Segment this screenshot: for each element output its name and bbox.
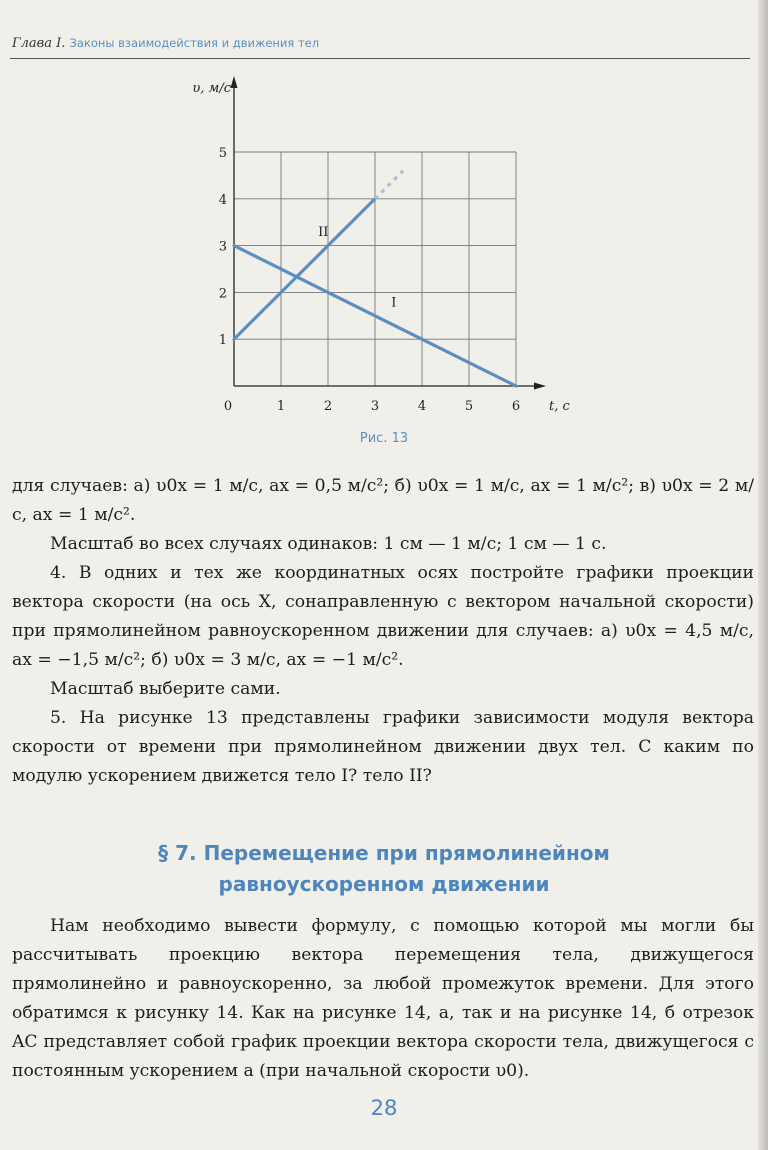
y-axis-label: υ, м/с [192,81,231,96]
exercise-block [12,472,754,791]
x-tick-label: 5 [464,399,474,414]
y-tick-label: 3 [218,239,227,255]
header-rule [10,58,750,59]
paragraph-choose-scale: Масштаб выберите сами. [50,679,281,699]
section-heading [0,838,768,900]
paragraph-task-5: 5. На рисунке 13 представлены графики зависимости модуля вектора скорости от времени при прямолинейном движении двух тел. С каким по модулю ускорением движется тело I? тело II? [12,708,754,786]
chart-axes [231,76,547,390]
series-label-ii: II [318,225,329,241]
section-heading-line-2: равноускоренном движении [218,872,550,896]
chapter-title: Законы взаимодействия и движения тел [69,36,320,50]
page-number: 28 [370,1096,398,1120]
y-tick-label: 1 [218,333,227,349]
figure-caption: Рис. 13 [359,431,409,446]
paragraph-scale: Масштаб во всех случаях одинаков: 1 см — 1 м/с; 1 см — 1 с. [50,534,607,554]
y-axis-arrow [231,76,238,88]
velocity-time-chart [0,60,768,432]
paragraph-cases: для случаев: а) υ0x = 1 м/с, ax = 0,5 м/с²; б) υ0x = 1 м/с, ax = 1 м/с²; в) υ0x = 2 м/с, ax = 1 м/с². [12,476,754,525]
x-tick-label: 4 [417,399,427,414]
x-tick-label: 0 [223,399,233,414]
x-tick-label: 3 [370,399,380,414]
x-axis-label: t, с [549,399,570,414]
chart-grid [234,152,516,386]
section-paragraph: Нам необходимо вывести формулу, с помощью которой мы могли бы рассчитывать проекцию вектора перемещения тела, движущегося прямолинейно и равноускоренно, за любой промежуток времени. Для этого обратимся к рисунку 14. Как на рисунке 14, а, так и на рисунке 14, б отрезок AC представляет собой график проекции вектора скорости тела, движущегося с постоянным ускорением a (при начальной скорости υ0). [12,916,754,1081]
x-tick-label: 6 [511,399,521,414]
y-tick-label: 2 [218,286,227,302]
section-body [12,912,754,1086]
series-line-ii [234,199,375,339]
y-tick-label: 5 [218,146,227,161]
x-tick-label: 2 [323,399,333,414]
chapter-label: Глава I. [12,36,66,51]
y-tick-label: 4 [218,192,227,208]
paragraph-task-4: 4. В одних и тех же координатных осях постройте графики проекции вектора скорости (на ось X, сонаправленную с вектором начальной скорости) при прямолинейном равноускоренном движении для случаев: а) υ0x = 4,5 м/с, ax = −1,5 м/с²; б) υ0x = 3 м/с, ax = −1 м/с². [12,563,754,670]
series-extension-ii [375,171,403,199]
x-tick-label: 1 [276,399,286,414]
section-heading-line-1: § 7. Перемещение при прямолинейном [158,841,610,865]
running-header [12,36,319,51]
chart-labels [192,81,570,414]
x-axis-arrow [534,383,546,390]
series-label-i: I [391,295,397,311]
